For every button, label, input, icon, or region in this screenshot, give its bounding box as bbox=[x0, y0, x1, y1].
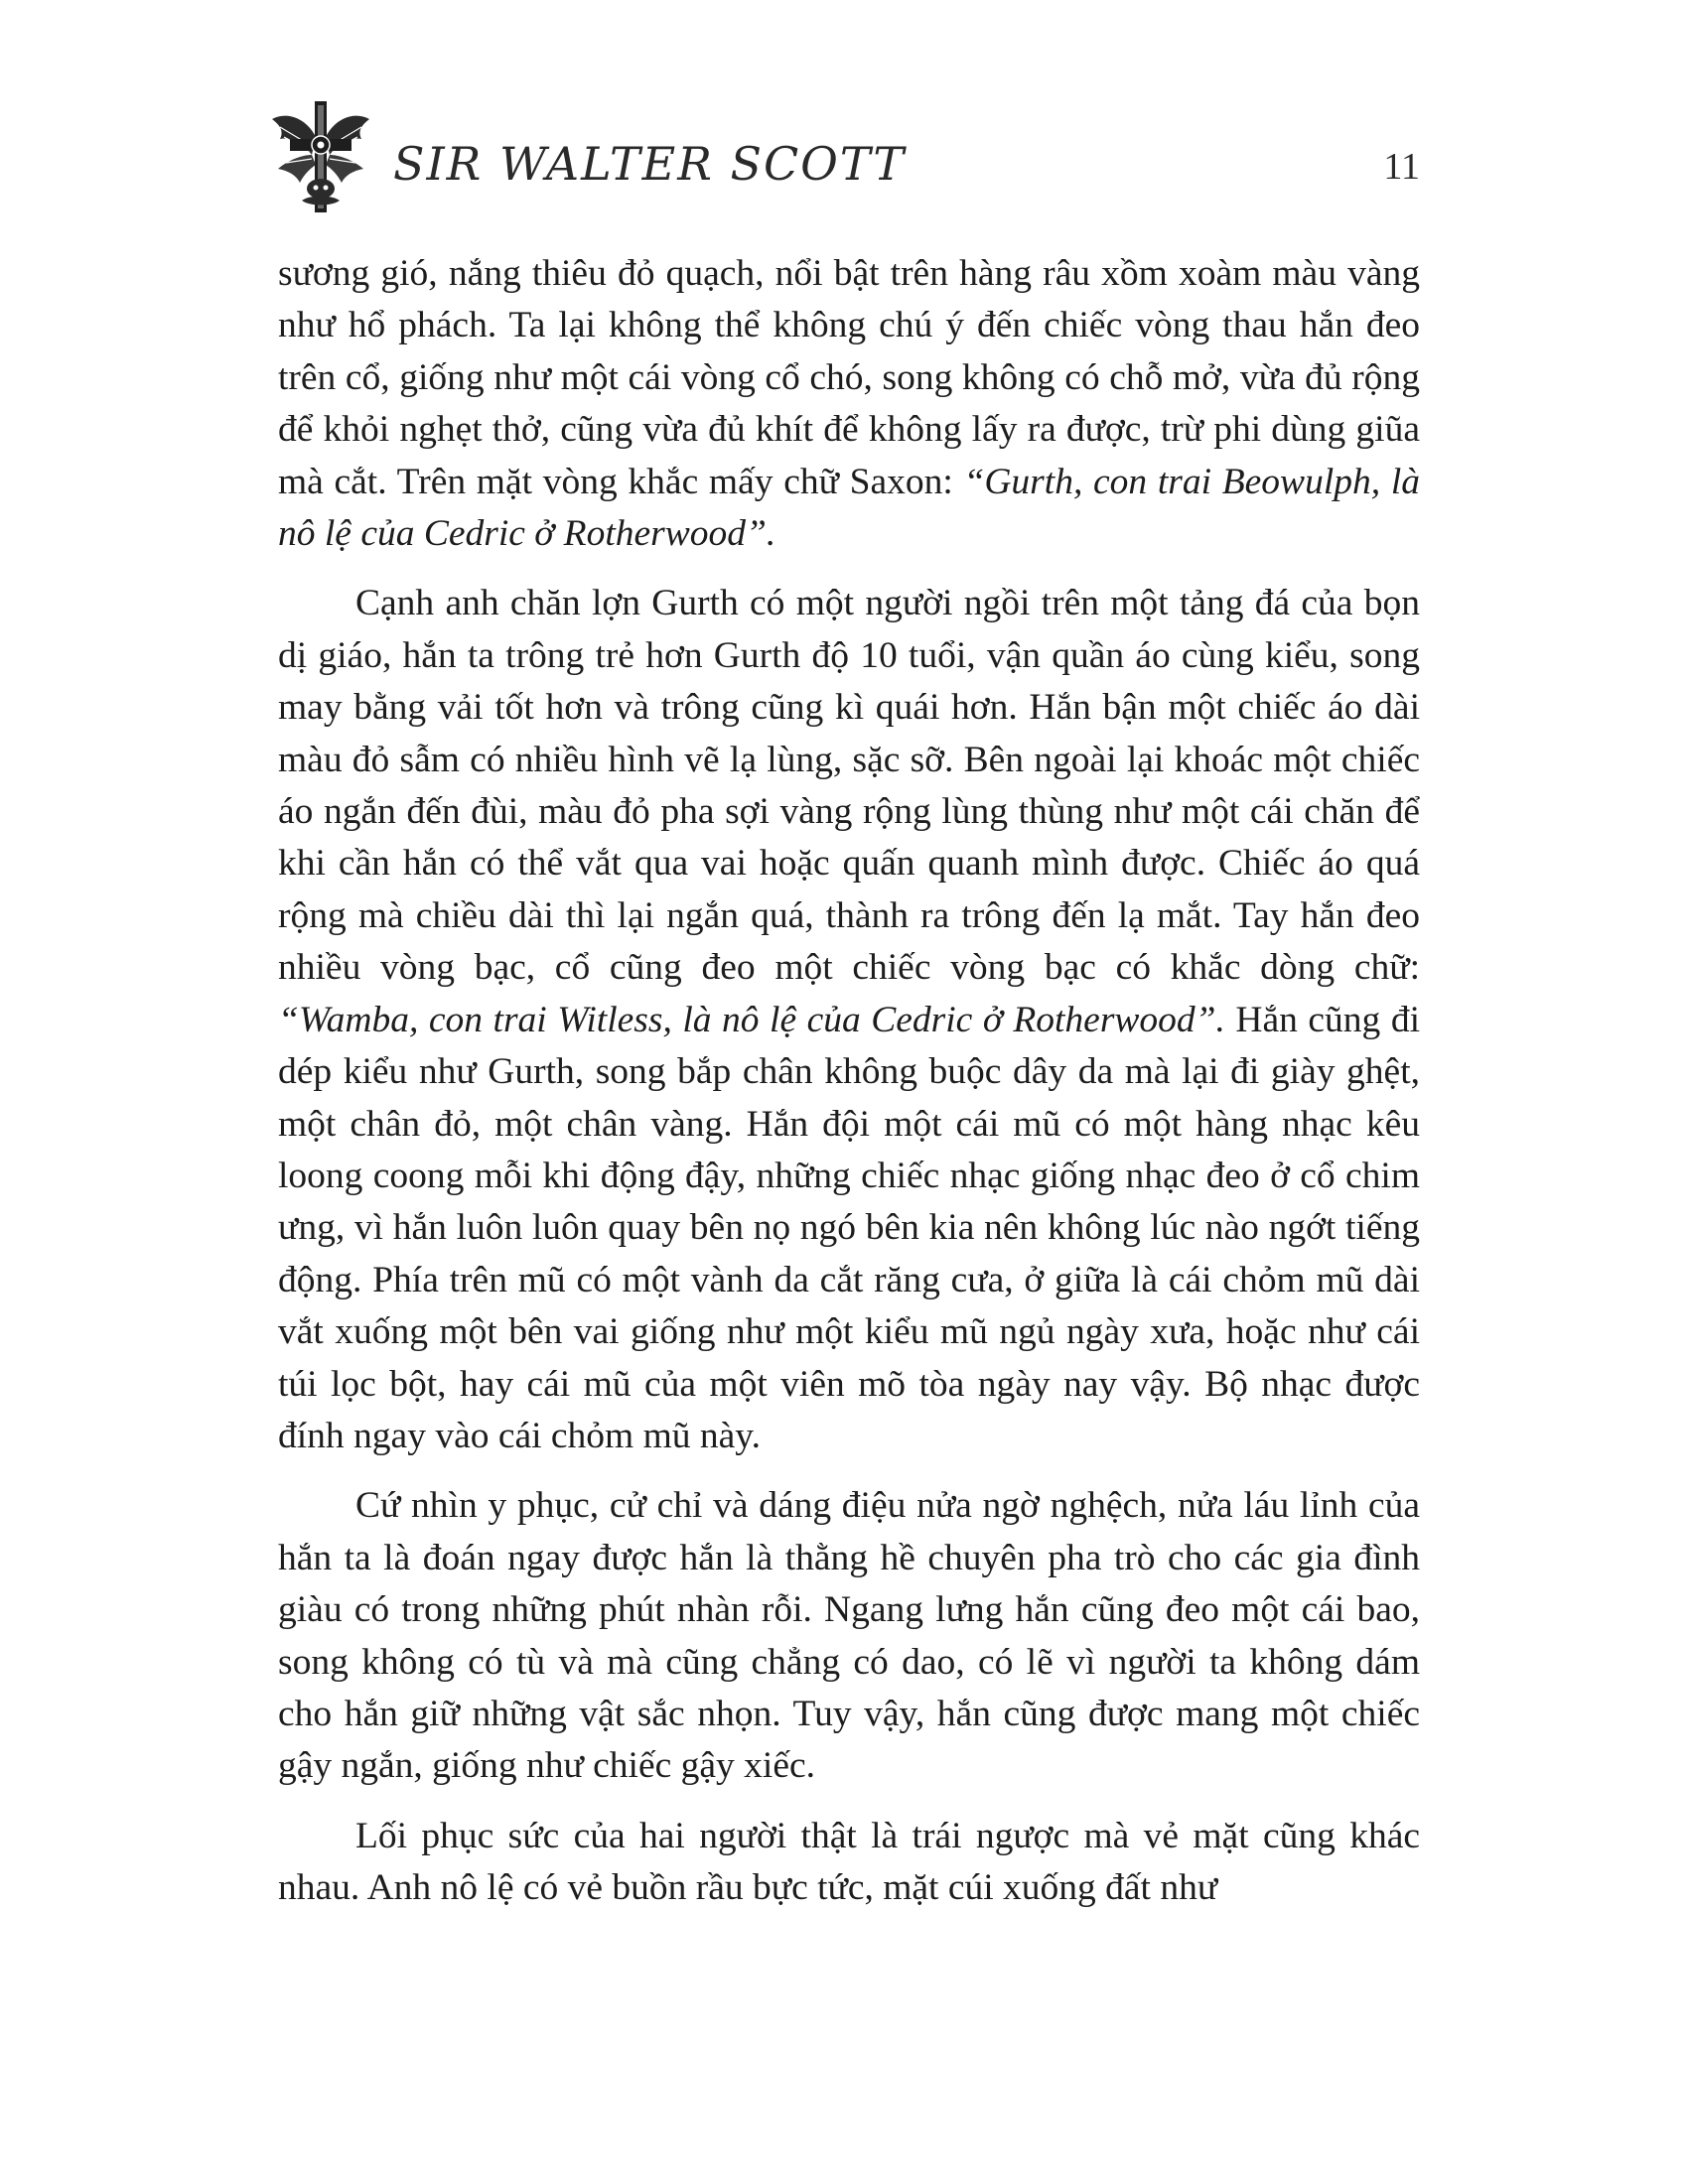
body-text bbox=[278, 248, 1420, 1933]
paragraph: sương gió, nắng thiêu đỏ quạch, nổi bật trên hàng râu xồm xoàm màu vàng như hổ phách. Ta lại không thể không chú ý đến chiếc vòng thau hắn đeo trên cổ, giống như một cái vòng cổ chó, song không có chỗ mở, vừa đủ rộng để khỏi nghẹt thở, cũng vừa đủ khít để không lấy ra được, trừ phi dùng giũa mà cắt. Trên mặt vòng khắc mấy chữ Saxon: “Gurth, con trai Beowulph, là nô lệ của Cedric ở Rotherwood”. bbox=[278, 253, 1420, 555]
inscription-quote: “Wamba, con trai Witless, là nô lệ của Cedric ở Rotherwood”. bbox=[278, 999, 1225, 1040]
page-number: 11 bbox=[1383, 146, 1420, 188]
paragraph: Cứ nhìn y phục, cử chỉ và dáng điệu nửa ngờ nghệch, nửa láu lỉnh của hắn ta là đoán ngay được hắn là thằng hề chuyên pha trò cho các gia đình giàu có trong những phút nhàn rỗi. Ngang lưng hắn cũng đeo một cái bao, song không có tù và mà cũng chẳng có dao, có lẽ vì người ta không dám cho hắn giữ những vật sắc nhọn. Tuy vậy, hắn cũng được mang một chiếc gậy ngắn, giống như chiếc gậy xiếc. bbox=[278, 1485, 1420, 1787]
running-header bbox=[266, 97, 1438, 236]
inscription-quote: “Gurth, con trai Beowulph, là nô lệ của Cedric ở Rotherwood”. bbox=[278, 461, 1420, 555]
winged-cross-emblem-icon bbox=[266, 97, 375, 216]
author-name: SIR WALTER SCOTT bbox=[393, 137, 907, 191]
paragraph: Cạnh anh chăn lợn Gurth có một người ngồi trên một tảng đá của bọn dị giáo, hắn ta trông trẻ hơn Gurth độ 10 tuổi, vận quần áo cùng kiểu, song may bằng vải tốt hơn và trông cũng kì quái hơn. Hắn bận một chiếc áo dài màu đỏ sẫm có nhiều hình vẽ lạ lùng, sặc sỡ. Bên ngoài lại khoác một chiếc áo ngắn đến đùi, màu đỏ pha sợi vàng rộng lùng thùng như một cái chăn để khi cần hắn có thể vắt qua vai hoặc quấn quanh mình được. Chiếc áo quá rộng mà chiều dài thì lại ngắn quá, thành ra trông đến lạ mắt. Tay hắn đeo nhiều vòng bạc, cổ cũng đeo một chiếc vòng bạc có khắc dòng chữ: “Wamba, con trai Witless, là nô lệ của Cedric ở Rotherwood”. Hắn cũng đi dép kiểu như Gurth, song bắp chân không buộc dây da mà lại đi giày ghệt, một chân đỏ, một chân vàng. Hắn đội một cái mũ có một hàng nhạc kêu loong coong mỗi khi động đậy, những chiếc nhạc giống nhạc đeo ở cổ chim ưng, vì hắn luôn luôn quay bên nọ ngó bên kia nên không lúc nào ngớt tiếng động. Phía trên mũ có một vành da cắt răng cưa, ở giữa là cái chỏm mũ dài vắt xuống một bên vai giống như một kiểu mũ ngủ ngày xưa, hoặc như cái túi lọc bột, hay cái mũ của một viên mõ tòa ngày nay vậy. Bộ nhạc được đính ngay vào cái chỏm mũ này. bbox=[278, 583, 1420, 1456]
paragraph: Lối phục sức của hai người thật là trái ngược mà vẻ mặt cũng khác nhau. Anh nô lệ có vẻ buồn rầu bực tức, mặt cúi xuống đất như bbox=[278, 1815, 1420, 1909]
